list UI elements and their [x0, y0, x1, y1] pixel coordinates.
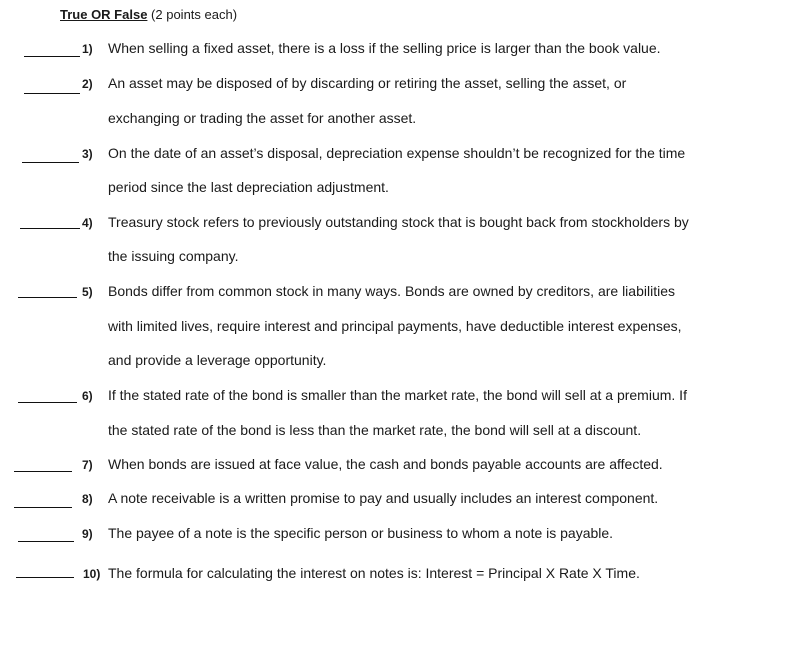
question-text: If the stated rate of the bond is smaller than the market rate, the bond will sell at a premium. If — [108, 387, 687, 403]
answer-blank[interactable] — [24, 56, 80, 57]
question-text: and provide a leverage opportunity. — [108, 352, 327, 368]
question-number: 7) — [82, 458, 93, 472]
question-text: exchanging or trading the asset for another asset. — [108, 110, 417, 126]
answer-blank[interactable] — [18, 297, 77, 298]
question-number: 3) — [82, 147, 93, 161]
question-text: The formula for calculating the interest on notes is: Interest = Principal X Rate X Time. — [108, 565, 640, 581]
question-text: When selling a fixed asset, there is a loss if the selling price is larger than the book value. — [108, 40, 661, 56]
answer-blank[interactable] — [16, 577, 74, 578]
answer-blank[interactable] — [18, 402, 77, 403]
question-text: On the date of an asset’s disposal, depreciation expense shouldn’t be recognized for the time — [108, 145, 686, 161]
question-number: 9) — [82, 527, 93, 541]
question-number: 5) — [82, 285, 93, 299]
question-text: The payee of a note is the specific person or business to whom a note is payable. — [108, 525, 614, 541]
question-number: 1) — [82, 42, 93, 56]
answer-blank[interactable] — [14, 471, 72, 472]
section-heading — [60, 7, 237, 22]
question-number: 8) — [82, 492, 93, 506]
question-number: 2) — [82, 77, 93, 91]
question-text: An asset may be disposed of by discarding or retiring the asset, selling the asset, or — [108, 75, 627, 91]
question-number: 6) — [82, 389, 93, 403]
question-text: the stated rate of the bond is less than the market rate, the bond will sell at a discount. — [108, 422, 642, 438]
answer-blank[interactable] — [22, 162, 79, 163]
question-text: Treasury stock refers to previously outstanding stock that is bought back from stockholders by — [108, 214, 689, 230]
answer-blank[interactable] — [18, 541, 74, 542]
question-text: When bonds are issued at face value, the cash and bonds payable accounts are affected. — [108, 456, 663, 472]
answer-blank[interactable] — [24, 93, 80, 94]
question-number: 4) — [82, 216, 93, 230]
answer-blank[interactable] — [14, 507, 72, 508]
section-title: True OR False — [60, 7, 148, 22]
question-text: A note receivable is a written promise to pay and usually includes an interest component. — [108, 490, 659, 506]
question-text: period since the last depreciation adjustment. — [108, 179, 389, 195]
question-text: the issuing company. — [108, 248, 239, 264]
section-subtitle: (2 points each) — [151, 7, 238, 22]
question-text: with limited lives, require interest and principal payments, have deductible interest expenses, — [108, 318, 682, 334]
question-number: 10) — [83, 567, 101, 581]
question-text: Bonds differ from common stock in many ways. Bonds are owned by creditors, are liabilities — [108, 283, 675, 299]
answer-blank[interactable] — [20, 228, 80, 229]
